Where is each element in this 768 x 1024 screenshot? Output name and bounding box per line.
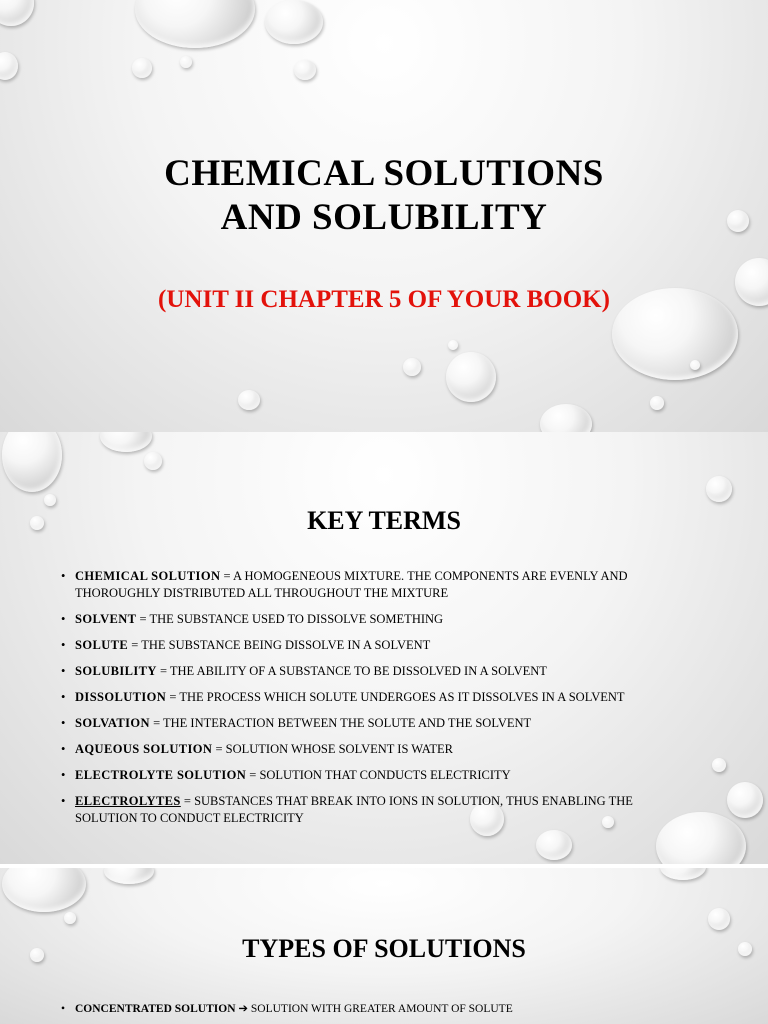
list-item xyxy=(61,767,686,784)
term-definition: = SOLUTION THAT CONDUCTS ELECTRICITY xyxy=(246,768,511,782)
types-list xyxy=(61,1002,701,1017)
water-drop-decoration xyxy=(0,52,18,80)
list-item xyxy=(61,637,686,654)
water-drop-decoration xyxy=(135,0,255,48)
term-label: SOLUBILITY xyxy=(75,664,157,678)
water-drop-decoration xyxy=(446,352,496,402)
term-definition: = THE SUBSTANCE BEING DISSOLVE IN A SOLVENT xyxy=(128,638,431,652)
water-drop-decoration xyxy=(2,868,86,912)
water-drop-decoration xyxy=(2,432,62,492)
list-item xyxy=(61,741,686,758)
water-drop-decoration xyxy=(144,452,162,470)
title-line-1: CHEMICAL SOLUTIONS xyxy=(164,153,604,194)
water-drop-decoration xyxy=(540,404,592,432)
list-item xyxy=(61,689,686,706)
water-drop-decoration xyxy=(403,358,421,376)
arrow-icon: ➔ xyxy=(235,1003,251,1015)
water-drop-decoration xyxy=(727,782,763,818)
water-drop-decoration xyxy=(44,494,56,506)
water-drop-decoration xyxy=(0,0,34,26)
term-label: AQUEOUS SOLUTION xyxy=(75,742,213,756)
water-drop-decoration xyxy=(650,396,664,410)
term-label: ELECTROLYTE SOLUTION xyxy=(75,768,247,782)
list-item xyxy=(61,568,686,602)
term-label: CHEMICAL SOLUTION xyxy=(75,569,221,583)
type-label: CONCENTRATED SOLUTION xyxy=(75,1003,236,1015)
water-drop-decoration xyxy=(712,758,726,772)
type-definition: SOLUTION WITH GREATER AMOUNT OF SOLUTE xyxy=(250,1003,513,1015)
list-item xyxy=(61,715,686,732)
term-definition: = SOLUTION WHOSE SOLVENT IS WATER xyxy=(212,742,453,756)
section-heading: KEY TERMS xyxy=(307,506,461,535)
slide-title xyxy=(0,152,768,240)
water-drop-decoration xyxy=(448,340,458,350)
water-drop-decoration xyxy=(104,868,154,884)
title-line-2: AND SOLUBILITY xyxy=(220,197,548,238)
list-item xyxy=(61,793,686,827)
term-label: SOLVATION xyxy=(75,716,150,730)
water-drop-decoration xyxy=(706,476,732,502)
term-definition: = THE ABILITY OF A SUBSTANCE TO BE DISSOLVED IN A SOLVENT xyxy=(156,664,547,678)
title-slide xyxy=(0,0,768,432)
water-drop-decoration xyxy=(100,432,152,452)
water-drop-decoration xyxy=(64,912,76,924)
list-item xyxy=(61,663,686,680)
water-drop-decoration xyxy=(180,56,192,68)
slide-subtitle: (UNIT II CHAPTER 5 OF YOUR BOOK) xyxy=(158,286,610,313)
water-drop-decoration xyxy=(238,390,260,410)
term-definition: = THE PROCESS WHICH SOLUTE UNDERGOES AS IT DISSOLVES IN A SOLVENT xyxy=(166,690,625,704)
water-drop-decoration xyxy=(132,58,152,78)
water-drop-decoration xyxy=(294,60,316,80)
term-label: ELECTROLYTES xyxy=(75,794,181,808)
key-terms-list xyxy=(61,568,686,836)
term-label: DISSOLUTION xyxy=(75,690,167,704)
key-terms-slide xyxy=(0,432,768,864)
list-item xyxy=(61,1002,701,1017)
term-definition: = SUBSTANCES THAT BREAK INTO IONS IN SOLUTION, THUS ENABLING THE SOLUTION TO CONDUCT ELECTRICITY xyxy=(75,794,633,825)
types-of-solutions-slide xyxy=(0,868,768,1024)
water-drop-decoration xyxy=(690,360,700,370)
term-definition: = THE INTERACTION BETWEEN THE SOLUTE AND THE SOLVENT xyxy=(149,716,532,730)
term-definition: = A HOMOGENEOUS MIXTURE. THE COMPONENTS ARE EVENLY AND THOROUGHLY DISTRIBUTED ALL THROUGHOUT THE MIXTURE xyxy=(75,569,628,600)
term-definition: = THE SUBSTANCE USED TO DISSOLVE SOMETHING xyxy=(136,612,444,626)
term-label: SOLVENT xyxy=(75,612,137,626)
water-drop-decoration xyxy=(708,908,730,930)
section-heading: TYPES OF SOLUTIONS xyxy=(242,934,526,963)
water-drop-decoration xyxy=(265,0,323,44)
water-drop-decoration xyxy=(660,868,706,880)
list-item xyxy=(61,611,686,628)
term-label: SOLUTE xyxy=(75,638,129,652)
